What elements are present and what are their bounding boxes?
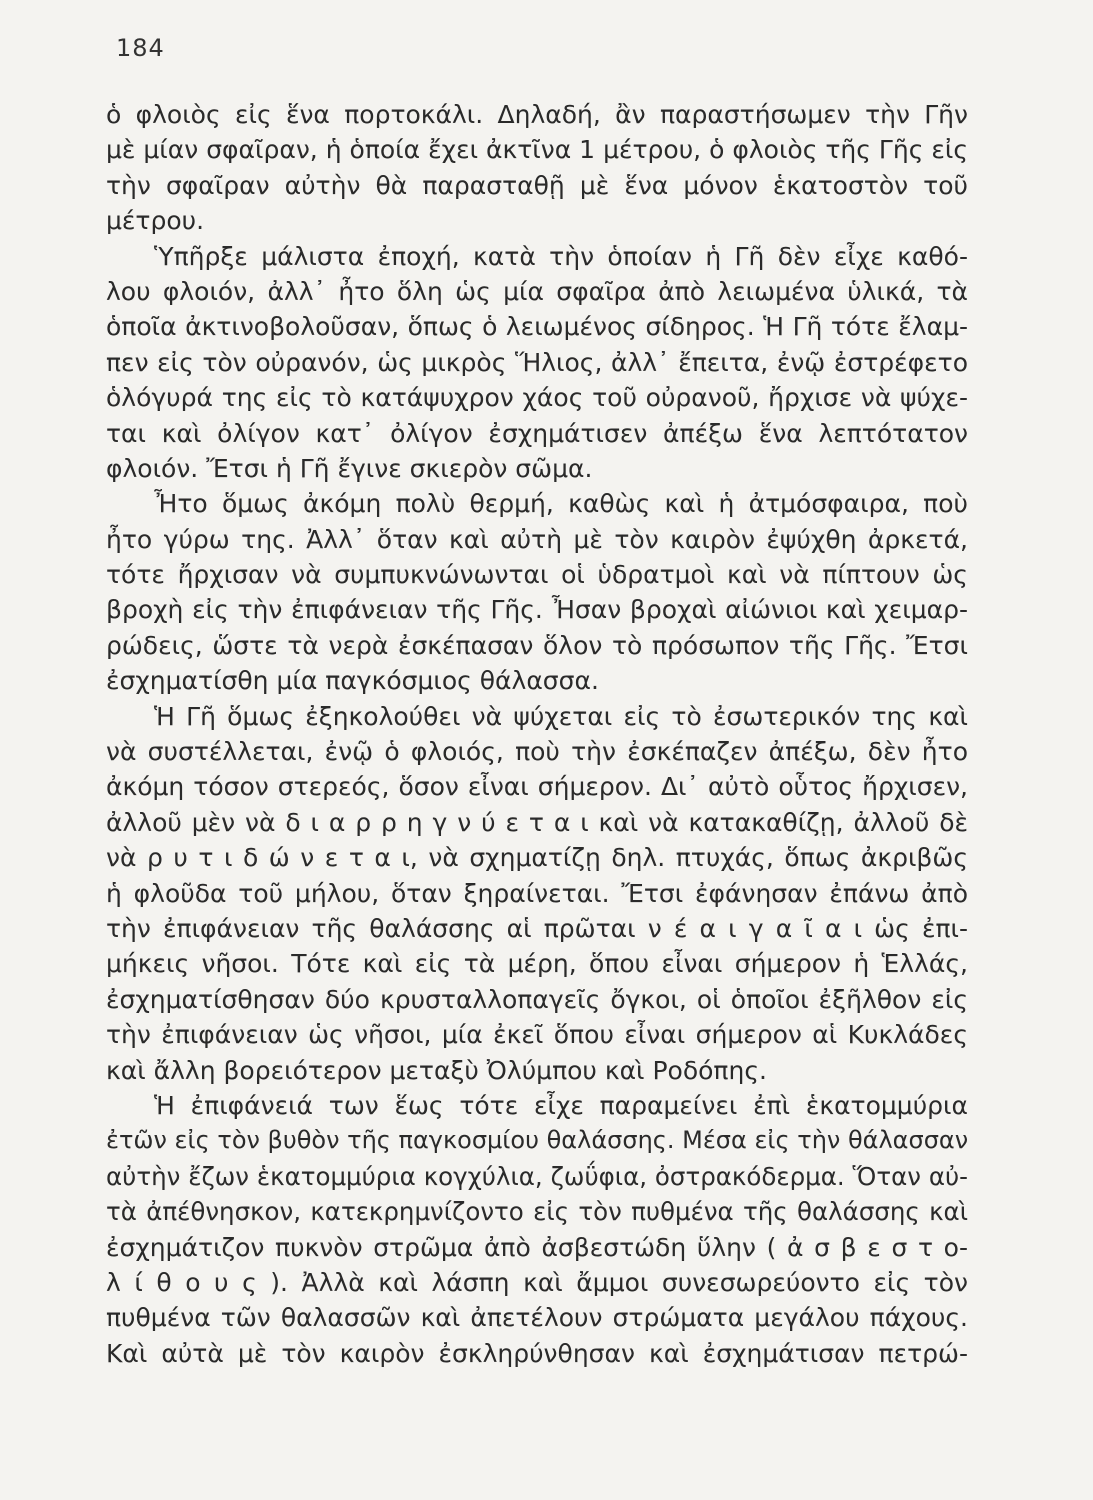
text-line: τὴν ἐπιφάνειαν ὡς νῆσοι, μία ἐκεῖ ὅπου εἶναι σήμερον αἱ Κυκλάδες <box>106 1020 968 1050</box>
text-line: ὁλόγυρά της εἰς τὸ κατάψυχρον χάος τοῦ οὐρανοῦ, ἤρχισε νὰ ψύχε- <box>106 383 968 413</box>
text-line: Ὑπῆρξε μάλιστα ἐποχή, κατὰ τὴν ὁποίαν ἡ Γῆ δὲν εἶχε καθό- <box>154 241 968 271</box>
text-line: πυθμένα τῶν θαλασσῶν καὶ ἀπετέλουν στρώματα μεγάλου πάχους. <box>106 1303 968 1333</box>
text-line: ἐτῶν εἰς τὸν βυθὸν τῆς παγκοσμίου θαλάσσης. Μέσα εἰς τὴν θάλασσαν <box>106 1126 968 1155</box>
text-line: ρώδεις, ὥστε τὰ νερὰ ἐσκέπασαν ὅλον τὸ πρόσωπον τῆς Γῆς. Ἔτσι <box>106 630 968 660</box>
text-line: Ἡ ἐπιφάνειά των ἕως τότε εἶχε παραμείνει ἐπὶ ἑκατομμύρια <box>154 1090 968 1120</box>
text-line: νὰ συστέλλεται, ἐνῷ ὁ φλοιός, ποὺ τὴν ἐσκέπαζεν ἀπέξω, δὲν ἦτο <box>106 737 968 767</box>
text-line: ἀλλοῦ μὲν νὰ δ ι α ρ ρ η γ ν ύ ε τ α ι καὶ νὰ κατακαθίζῃ, ἀλλοῦ δὲ <box>106 807 968 837</box>
body-text <box>106 97 968 1371</box>
text-line: πεν εἰς τὸν οὐρανόν, ὡς μικρὸς Ἥλιος, ἀλλ᾽ ἔπειτα, ἐνῷ ἐστρέφετο <box>106 347 968 377</box>
text-line: ἐσχημάτιζον πυκνὸν στρῶμα ἀπὸ ἀσβεστώδη ὕλην ( ἀ σ β ε σ τ ο- <box>106 1232 968 1262</box>
text-line: μὲ μίαν σφαῖραν, ἡ ὁποία ἔχει ἀκτῖνα 1 μέτρου, ὁ φλοιὸς τῆς Γῆς εἰς <box>106 135 968 165</box>
text-line: Καὶ αὐτὰ μὲ τὸν καιρὸν ἐσκληρύνθησαν καὶ ἐσχημάτισαν πετρώ- <box>106 1338 968 1368</box>
text-line: τὴν ἐπιφάνειαν τῆς θαλάσσης αἱ πρῶται ν έ α ι γ α ῖ α ι ὡς ἐπι- <box>106 913 968 943</box>
text-line: ἀκόμη τόσον στερεός, ὅσον εἶναι σήμερον. Δι᾽ αὐτὸ οὗτος ἤρχισεν, <box>106 772 968 802</box>
text-line: αὐτὴν ἔζων ἑκατομμύρια κογχύλια, ζωΰφια, ὀστρακόδερμα. Ὅταν αὐ- <box>106 1161 968 1191</box>
text-line: μέτρου. <box>106 206 205 236</box>
text-line: τὰ ἀπέθνησκον, κατεκρημνίζοντο εἰς τὸν πυθμένα τῆς θαλάσσης καὶ <box>106 1197 968 1227</box>
text-line: ὁποῖα ἀκτινοβολοῦσαν, ὅπως ὁ λειωμένος σίδηρος. Ἡ Γῆ τότε ἔλαμ- <box>106 312 968 342</box>
text-line: καὶ ἄλλη βορειότερον μεταξὺ Ὀλύμπου καὶ Ροδόπης. <box>106 1055 767 1085</box>
text-line: Ἦτο ὅμως ἀκόμη πολὺ θερμή, καθὼς καὶ ἡ ἀτμόσφαιρα, ποὺ <box>154 489 968 519</box>
text-line: ἐσχηματίσθησαν δύο κρυσταλλοπαγεῖς ὄγκοι, οἱ ὁποῖοι ἐξῆλθον εἰς <box>106 984 968 1014</box>
text-line: φλοιόν. Ἔτσι ἡ Γῆ ἔγινε σκιερὸν σῶμα. <box>106 453 593 483</box>
text-line: λ ί θ ο υ ς ). Ἀλλὰ καὶ λάσπη καὶ ἄμμοι συνεσωρεύοντο εἰς τὸν <box>106 1267 968 1297</box>
page-number: 184 <box>116 34 165 62</box>
text-line: ἡ φλοῦδα τοῦ μήλου, ὅταν ξηραίνεται. Ἔτσι ἐφάνησαν ἐπάνω ἀπὸ <box>106 878 968 908</box>
text-line: βροχὴ εἰς τὴν ἐπιφάνειαν τῆς Γῆς. Ἦσαν βροχαὶ αἰώνιοι καὶ χειμαρ- <box>106 595 968 625</box>
text-line: τὴν σφαῖραν αὐτὴν θὰ παρασταθῇ μὲ ἕνα μόνον ἑκατοστὸν τοῦ <box>106 170 968 200</box>
text-line: ἦτο γύρω της. Ἀλλ᾽ ὅταν καὶ αὐτὴ μὲ τὸν καιρὸν ἐψύχθη ἀρκετά, <box>106 524 968 554</box>
text-line: λου φλοιόν, ἀλλ᾽ ἦτο ὅλη ὡς μία σφαῖρα ἀπὸ λειωμένα ὑλικά, τὰ <box>106 276 968 306</box>
text-line: νὰ ρ υ τ ι δ ώ ν ε τ α ι, νὰ σχηματίζῃ δηλ. πτυχάς, ὅπως ἀκριβῶς <box>106 843 968 873</box>
text-line: μήκεις νῆσοι. Τότε καὶ εἰς τὰ μέρη, ὅπου εἶναι σήμερον ἡ Ἑλλάς, <box>106 949 968 979</box>
text-line: τότε ἤρχισαν νὰ συμπυκνώνωνται οἱ ὑδρατμοὶ καὶ νὰ πίπτουν ὡς <box>106 560 968 590</box>
text-line: ται καὶ ὀλίγον κατ᾽ ὀλίγον ἐσχημάτισεν ἀπέξω ἕνα λεπτότατον <box>106 418 968 448</box>
text-line: ἐσχηματίσθη μία παγκόσμιος θάλασσα. <box>106 666 599 696</box>
text-line: ὁ φλοιὸς εἰς ἕνα πορτοκάλι. Δηλαδή, ἂν παραστήσωμεν τὴν Γῆν <box>106 100 968 129</box>
text-line: Ἡ Γῆ ὅμως ἐξηκολούθει νὰ ψύχεται εἰς τὸ ἐσωτερικόν της καὶ <box>154 701 968 731</box>
